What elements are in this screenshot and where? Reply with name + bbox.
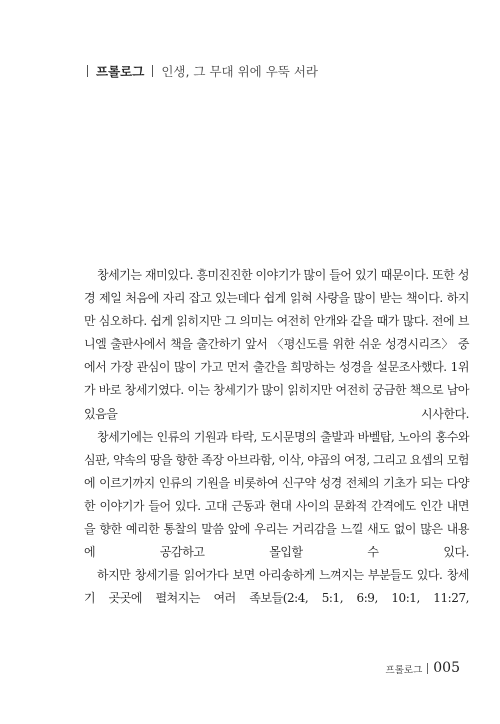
- body-text: [84, 264, 469, 610]
- page-number: 005: [433, 660, 460, 676]
- paragraph-1: 창세기는 재미있다. 흥미진진한 이야기가 많이 들어 있기 때문이다. 또한 성경 제일 처음에 자리 잡고 있는데다 쉽게 읽혀 사랑을 많이 받는 책이다. 하지만 심오하다. 쉽게 읽히지만 그 의미는 여전히 안개와 같을 때가 많다. 전에 브니엘 출판사에서 책을 출간하기 앞서 〈평신도를 위한 쉬운 성경시리즈〉 중에서 가장 관심이 많이 가고 먼저 출간을 희망하는 성경을 설문조사했다. 1위가 바로 창세기였다. 이는 창세기가 많이 읽히지만 여전히 궁금한 책으로 남아 있음을 시사한다.: [84, 268, 469, 421]
- chapter-label: 프롤로그: [96, 64, 145, 79]
- chapter-subtitle: 인생, 그 무대 위에 우뚝 서라: [161, 64, 318, 79]
- footer-chapter-label: 프롤로그: [385, 665, 423, 676]
- page-footer: [386, 660, 460, 676]
- running-header: [87, 62, 467, 80]
- footer-divider: [427, 663, 428, 674]
- header-divider: [152, 65, 153, 77]
- paragraph-3: 하지만 창세기를 읽어가다 보면 아리송하게 느껴지는 부분들도 있다. 창세기 곳곳에 펼쳐지는 여러 족보들(2:4, 5:1, 6:9, 10:1, 11:27,: [84, 568, 469, 606]
- header-divider: [87, 65, 88, 77]
- paragraph-2: 창세기에는 인류의 기원과 타락, 도시문명의 출발과 바벨탑, 노아의 홍수와 심판, 약속의 땅을 향한 족장 아브라함, 이삭, 야곱의 여정, 그리고 요셉의 모험에 이르기까지 인류의 기원을 비롯하여 신구약 성경 전체의 기초가 되는 다양한 이야기가 들어 있다. 고대 근동과 현대 사이의 문화적 간격에도 인간 내면을 향한 예리한 통찰의 말씀 앞에 우리는 거리감을 느낄 새도 없이 많은 내용에 공감하고 몰입할 수 있다.: [84, 429, 469, 560]
